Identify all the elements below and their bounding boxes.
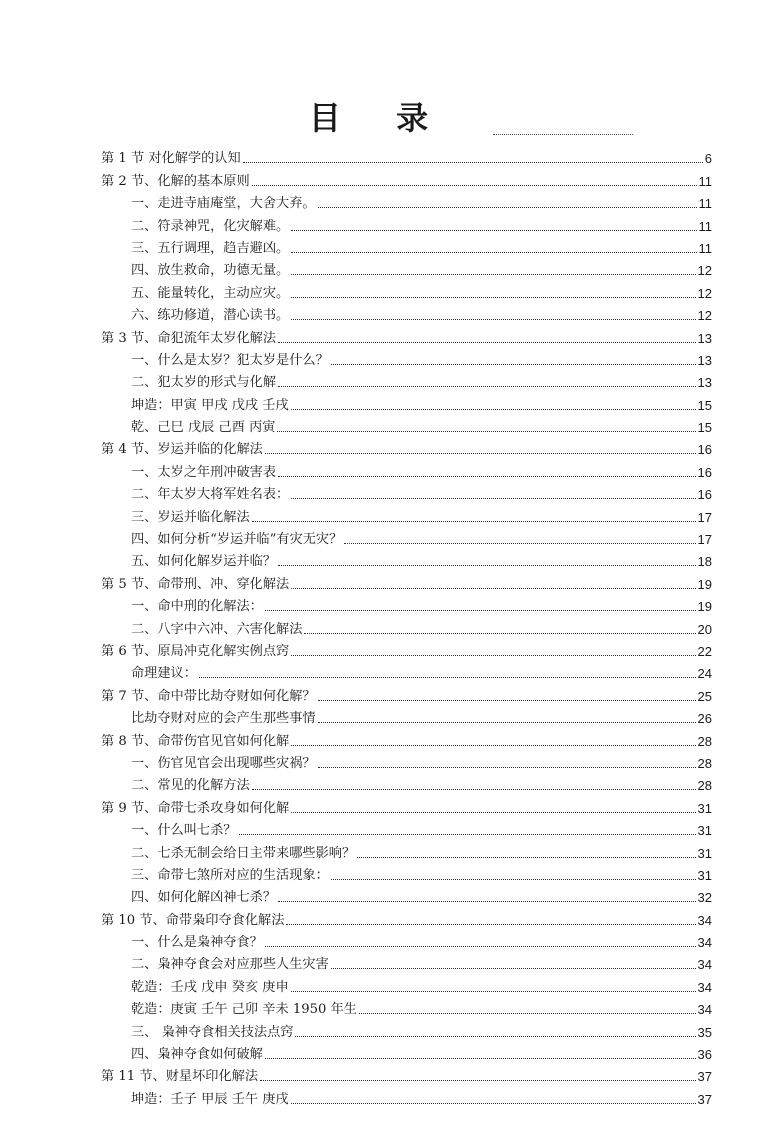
toc-entry-label: 第 1 节 对化解学的认知 (101, 151, 241, 167)
toc-page-number: 12 (697, 263, 712, 279)
toc-entry-label: 第 3 节、命犯流年太岁化解法 (101, 330, 277, 346)
toc-entry-label: 乾造：庚寅 壬午 己卯 辛未 1950 年生 (131, 1002, 357, 1018)
toc-section-entry[interactable] (101, 906, 712, 928)
toc-page-number: 35 (697, 1024, 712, 1040)
toc-entry-label: 三、岁运并临化解法 (131, 509, 250, 525)
dot-leader (331, 968, 696, 969)
toc-subsection-entry[interactable] (101, 1085, 712, 1107)
toc-section-entry[interactable] (101, 436, 712, 458)
toc-section-entry[interactable] (101, 570, 712, 592)
title-decoration (493, 128, 633, 135)
toc-page-number: 11 (698, 173, 712, 189)
toc-page-number: 37 (697, 1069, 712, 1085)
dot-leader (359, 1013, 696, 1014)
dot-leader (260, 1080, 695, 1081)
toc-page-number: 6 (704, 151, 712, 167)
table-of-contents (101, 145, 712, 1108)
dot-leader (318, 767, 696, 768)
toc-subsection-entry[interactable] (101, 548, 712, 570)
toc-subsection-entry[interactable] (101, 839, 712, 861)
toc-entry-label: 三、 枭神夺食相关技法点窍 (131, 1024, 294, 1040)
toc-entry-label: 三、五行调理，趋吉避凶。 (131, 240, 290, 256)
toc-entry-label: 第 11 节、财星坏印化解法 (101, 1069, 259, 1085)
toc-section-entry[interactable] (101, 1063, 712, 1085)
toc-entry-label: 第 10 节、命带枭印夺食化解法 (101, 912, 285, 928)
toc-section-entry[interactable] (101, 324, 712, 346)
toc-entry-label: 二、七杀无制会给日主带来哪些影响？ (131, 845, 356, 861)
dot-leader (291, 409, 696, 410)
page-title: 目 录 (308, 99, 451, 137)
toc-entry-label: 四、放生救命，功德无量。 (131, 263, 290, 279)
dot-leader (265, 453, 696, 454)
dot-leader (291, 655, 695, 656)
toc-page-number: 34 (697, 912, 712, 928)
dot-leader (291, 230, 696, 231)
dot-leader (291, 319, 695, 320)
toc-entry-label: 第 6 节、原局冲克化解实例点窍 (101, 643, 290, 659)
toc-subsection-entry[interactable] (101, 458, 712, 480)
toc-page-number: 34 (697, 935, 712, 951)
dot-leader (291, 274, 695, 275)
dot-leader (291, 498, 695, 499)
toc-entry-label: 命理建议： (131, 666, 197, 682)
toc-subsection-entry[interactable] (101, 257, 712, 279)
toc-entry-label: 四、如何分析“岁运并临”有灾无灾？ (131, 532, 343, 548)
toc-entry-label: 乾造：壬戌 戊申 癸亥 庚申 (131, 979, 289, 995)
toc-subsection-entry[interactable] (101, 817, 712, 839)
toc-page-number: 28 (697, 733, 712, 749)
toc-entry-label: 二、常见的化解方法 (131, 778, 250, 794)
toc-entry-label: 坤造：甲寅 甲戌 戊戌 壬戌 (131, 397, 289, 413)
toc-entry-label: 二、枭神夺食会对应那些人生灾害 (131, 957, 329, 973)
dot-leader (318, 207, 697, 208)
toc-page-number: 16 (697, 487, 712, 503)
toc-subsection-entry[interactable] (101, 615, 712, 637)
toc-subsection-entry[interactable] (101, 973, 712, 995)
dot-leader (291, 812, 695, 813)
toc-page-number: 18 (697, 554, 712, 570)
dot-leader (278, 565, 695, 566)
toc-subsection-entry[interactable] (101, 593, 712, 615)
toc-page-number: 12 (697, 285, 712, 301)
dot-leader (291, 991, 696, 992)
dot-leader (291, 1103, 696, 1104)
dot-leader (252, 185, 697, 186)
toc-page-number: 16 (697, 442, 712, 458)
toc-page-number: 36 (697, 1047, 712, 1063)
dot-leader (318, 700, 696, 701)
toc-subsection-entry[interactable] (101, 951, 712, 973)
toc-entry-label: 第 9 节、命带七杀攻身如何化解 (101, 800, 290, 816)
toc-subsection-entry[interactable] (101, 212, 712, 234)
toc-subsection-entry[interactable] (101, 369, 712, 391)
dot-leader (243, 162, 703, 163)
toc-subsection-entry[interactable] (101, 526, 712, 548)
dot-leader (331, 364, 696, 365)
toc-page-number: 11 (698, 218, 712, 234)
dot-leader (265, 946, 696, 947)
toc-subsection-entry[interactable] (101, 750, 712, 772)
toc-page-number: 22 (697, 643, 712, 659)
dot-leader (265, 610, 696, 611)
toc-entry-label: 一、什么是枭神夺食？ (131, 935, 263, 951)
dot-leader (291, 745, 695, 746)
dot-leader (199, 677, 696, 678)
dot-leader (277, 431, 695, 432)
toc-entry-label: 四、枭神夺食如何破解 (131, 1047, 263, 1063)
toc-page-number: 17 (697, 509, 712, 525)
toc-entry-label: 第 4 节、岁运并临的化解法 (101, 442, 263, 458)
toc-subsection-entry[interactable] (101, 302, 712, 324)
toc-entry-label: 第 5 节、命带刑、冲、穿化解法 (101, 576, 290, 592)
toc-entry-label: 四、如何化解凶神七杀？ (131, 890, 277, 906)
toc-subsection-entry[interactable] (101, 279, 712, 301)
toc-page-number: 12 (697, 308, 712, 324)
toc-entry-label: 坤造：壬子 甲辰 壬午 庚戌 (131, 1091, 289, 1107)
dot-leader (291, 588, 695, 589)
toc-page-number: 31 (697, 845, 712, 861)
toc-page-number: 26 (697, 711, 712, 727)
dot-leader (291, 297, 695, 298)
toc-subsection-entry[interactable] (101, 862, 712, 884)
toc-page-number: 31 (697, 867, 712, 883)
toc-section-entry[interactable] (101, 682, 712, 704)
toc-subsection-entry[interactable] (101, 772, 712, 794)
toc-subsection-entry[interactable] (101, 884, 712, 906)
toc-subsection-entry[interactable] (101, 347, 712, 369)
dot-leader (278, 386, 695, 387)
toc-entry-label: 乾、己巳 戊辰 己酉 丙寅 (131, 420, 276, 436)
toc-page-number: 34 (697, 1002, 712, 1018)
toc-entry-label: 一、命中刑的化解法： (131, 599, 263, 615)
toc-entry-label: 三、命带七煞所对应的生活现象： (131, 867, 329, 883)
toc-section-entry[interactable] (101, 727, 712, 749)
toc-page-number: 34 (697, 957, 712, 973)
toc-entry-label: 五、如何化解岁运并临？ (131, 554, 277, 570)
dot-leader (318, 722, 696, 723)
dot-leader (304, 633, 695, 634)
toc-subsection-entry[interactable] (101, 190, 712, 212)
toc-section-entry[interactable] (101, 167, 712, 189)
toc-entry-label: 二、八字中六冲、六害化解法 (131, 621, 303, 637)
toc-section-entry[interactable] (101, 794, 712, 816)
dot-leader (344, 543, 695, 544)
toc-page-number: 13 (697, 375, 712, 391)
toc-page-number: 15 (697, 420, 712, 436)
toc-entry-label: 第 8 节、命带伤官见官如何化解 (101, 733, 290, 749)
toc-page-number: 13 (697, 330, 712, 346)
toc-subsection-entry[interactable] (101, 235, 712, 257)
toc-subsection-entry[interactable] (101, 414, 712, 436)
toc-section-entry[interactable] (101, 145, 712, 167)
dot-leader (295, 1036, 695, 1037)
dot-leader (357, 857, 695, 858)
toc-subsection-entry[interactable] (101, 1041, 712, 1063)
toc-entry-label: 一、什么是太岁？犯太岁是什么？ (131, 352, 329, 368)
dot-leader (265, 1058, 696, 1059)
toc-page-number: 13 (697, 352, 712, 368)
toc-subsection-entry[interactable] (101, 705, 712, 727)
toc-entry-label: 一、太岁之年刑冲破害表 (131, 464, 277, 480)
dot-leader (278, 476, 695, 477)
toc-page-number: 31 (697, 823, 712, 839)
toc-page-number: 34 (697, 979, 712, 995)
toc-subsection-entry[interactable] (101, 1018, 712, 1040)
toc-entry-label: 一、走进寺庙庵堂，大舍大弃。 (131, 196, 316, 212)
toc-entry-label: 二、年太岁大将军姓名表： (131, 487, 290, 503)
toc-entry-label: 第 7 节、命中带比劫夺财如何化解？ (101, 688, 316, 704)
toc-subsection-entry[interactable] (101, 481, 712, 503)
toc-page-number: 17 (697, 532, 712, 548)
toc-entry-label: 比劫夺财对应的会产生那些事情 (131, 711, 316, 727)
toc-page-number: 37 (697, 1091, 712, 1107)
dot-leader (331, 879, 696, 880)
toc-entry-label: 第 2 节、化解的基本原则 (101, 173, 250, 189)
toc-page-number: 16 (697, 464, 712, 480)
toc-entry-label: 二、犯太岁的形式与化解 (131, 375, 277, 391)
toc-page-number: 25 (697, 688, 712, 704)
toc-subsection-entry[interactable] (101, 660, 712, 682)
toc-page-number: 19 (697, 599, 712, 615)
toc-page-number: 20 (697, 621, 712, 637)
toc-page-number: 31 (697, 800, 712, 816)
dot-leader (252, 521, 696, 522)
toc-subsection-entry[interactable] (101, 503, 712, 525)
toc-subsection-entry[interactable] (101, 996, 712, 1018)
dot-leader (286, 924, 695, 925)
toc-page-number: 11 (698, 240, 712, 256)
dot-leader (239, 834, 696, 835)
dot-leader (278, 342, 696, 343)
toc-subsection-entry[interactable] (101, 391, 712, 413)
toc-page-number: 24 (697, 666, 712, 682)
toc-page-number: 15 (697, 397, 712, 413)
toc-entry-label: 一、伤官见官会出现哪些灾祸？ (131, 755, 316, 771)
toc-subsection-entry[interactable] (101, 929, 712, 951)
toc-page-number: 32 (697, 890, 712, 906)
dot-leader (252, 789, 696, 790)
toc-entry-label: 一、什么叫七杀？ (131, 823, 237, 839)
dot-leader (291, 252, 696, 253)
toc-section-entry[interactable] (101, 638, 712, 660)
toc-page-number: 28 (697, 755, 712, 771)
toc-page-number: 19 (697, 576, 712, 592)
toc-entry-label: 二、符录神咒，化灾解难。 (131, 218, 290, 234)
dot-leader (278, 901, 695, 902)
toc-page-number: 28 (697, 778, 712, 794)
toc-entry-label: 五、能量转化，主动应灾。 (131, 285, 290, 301)
toc-entry-label: 六、练功修道，潜心读书。 (131, 308, 290, 324)
toc-page-number: 11 (698, 196, 712, 212)
